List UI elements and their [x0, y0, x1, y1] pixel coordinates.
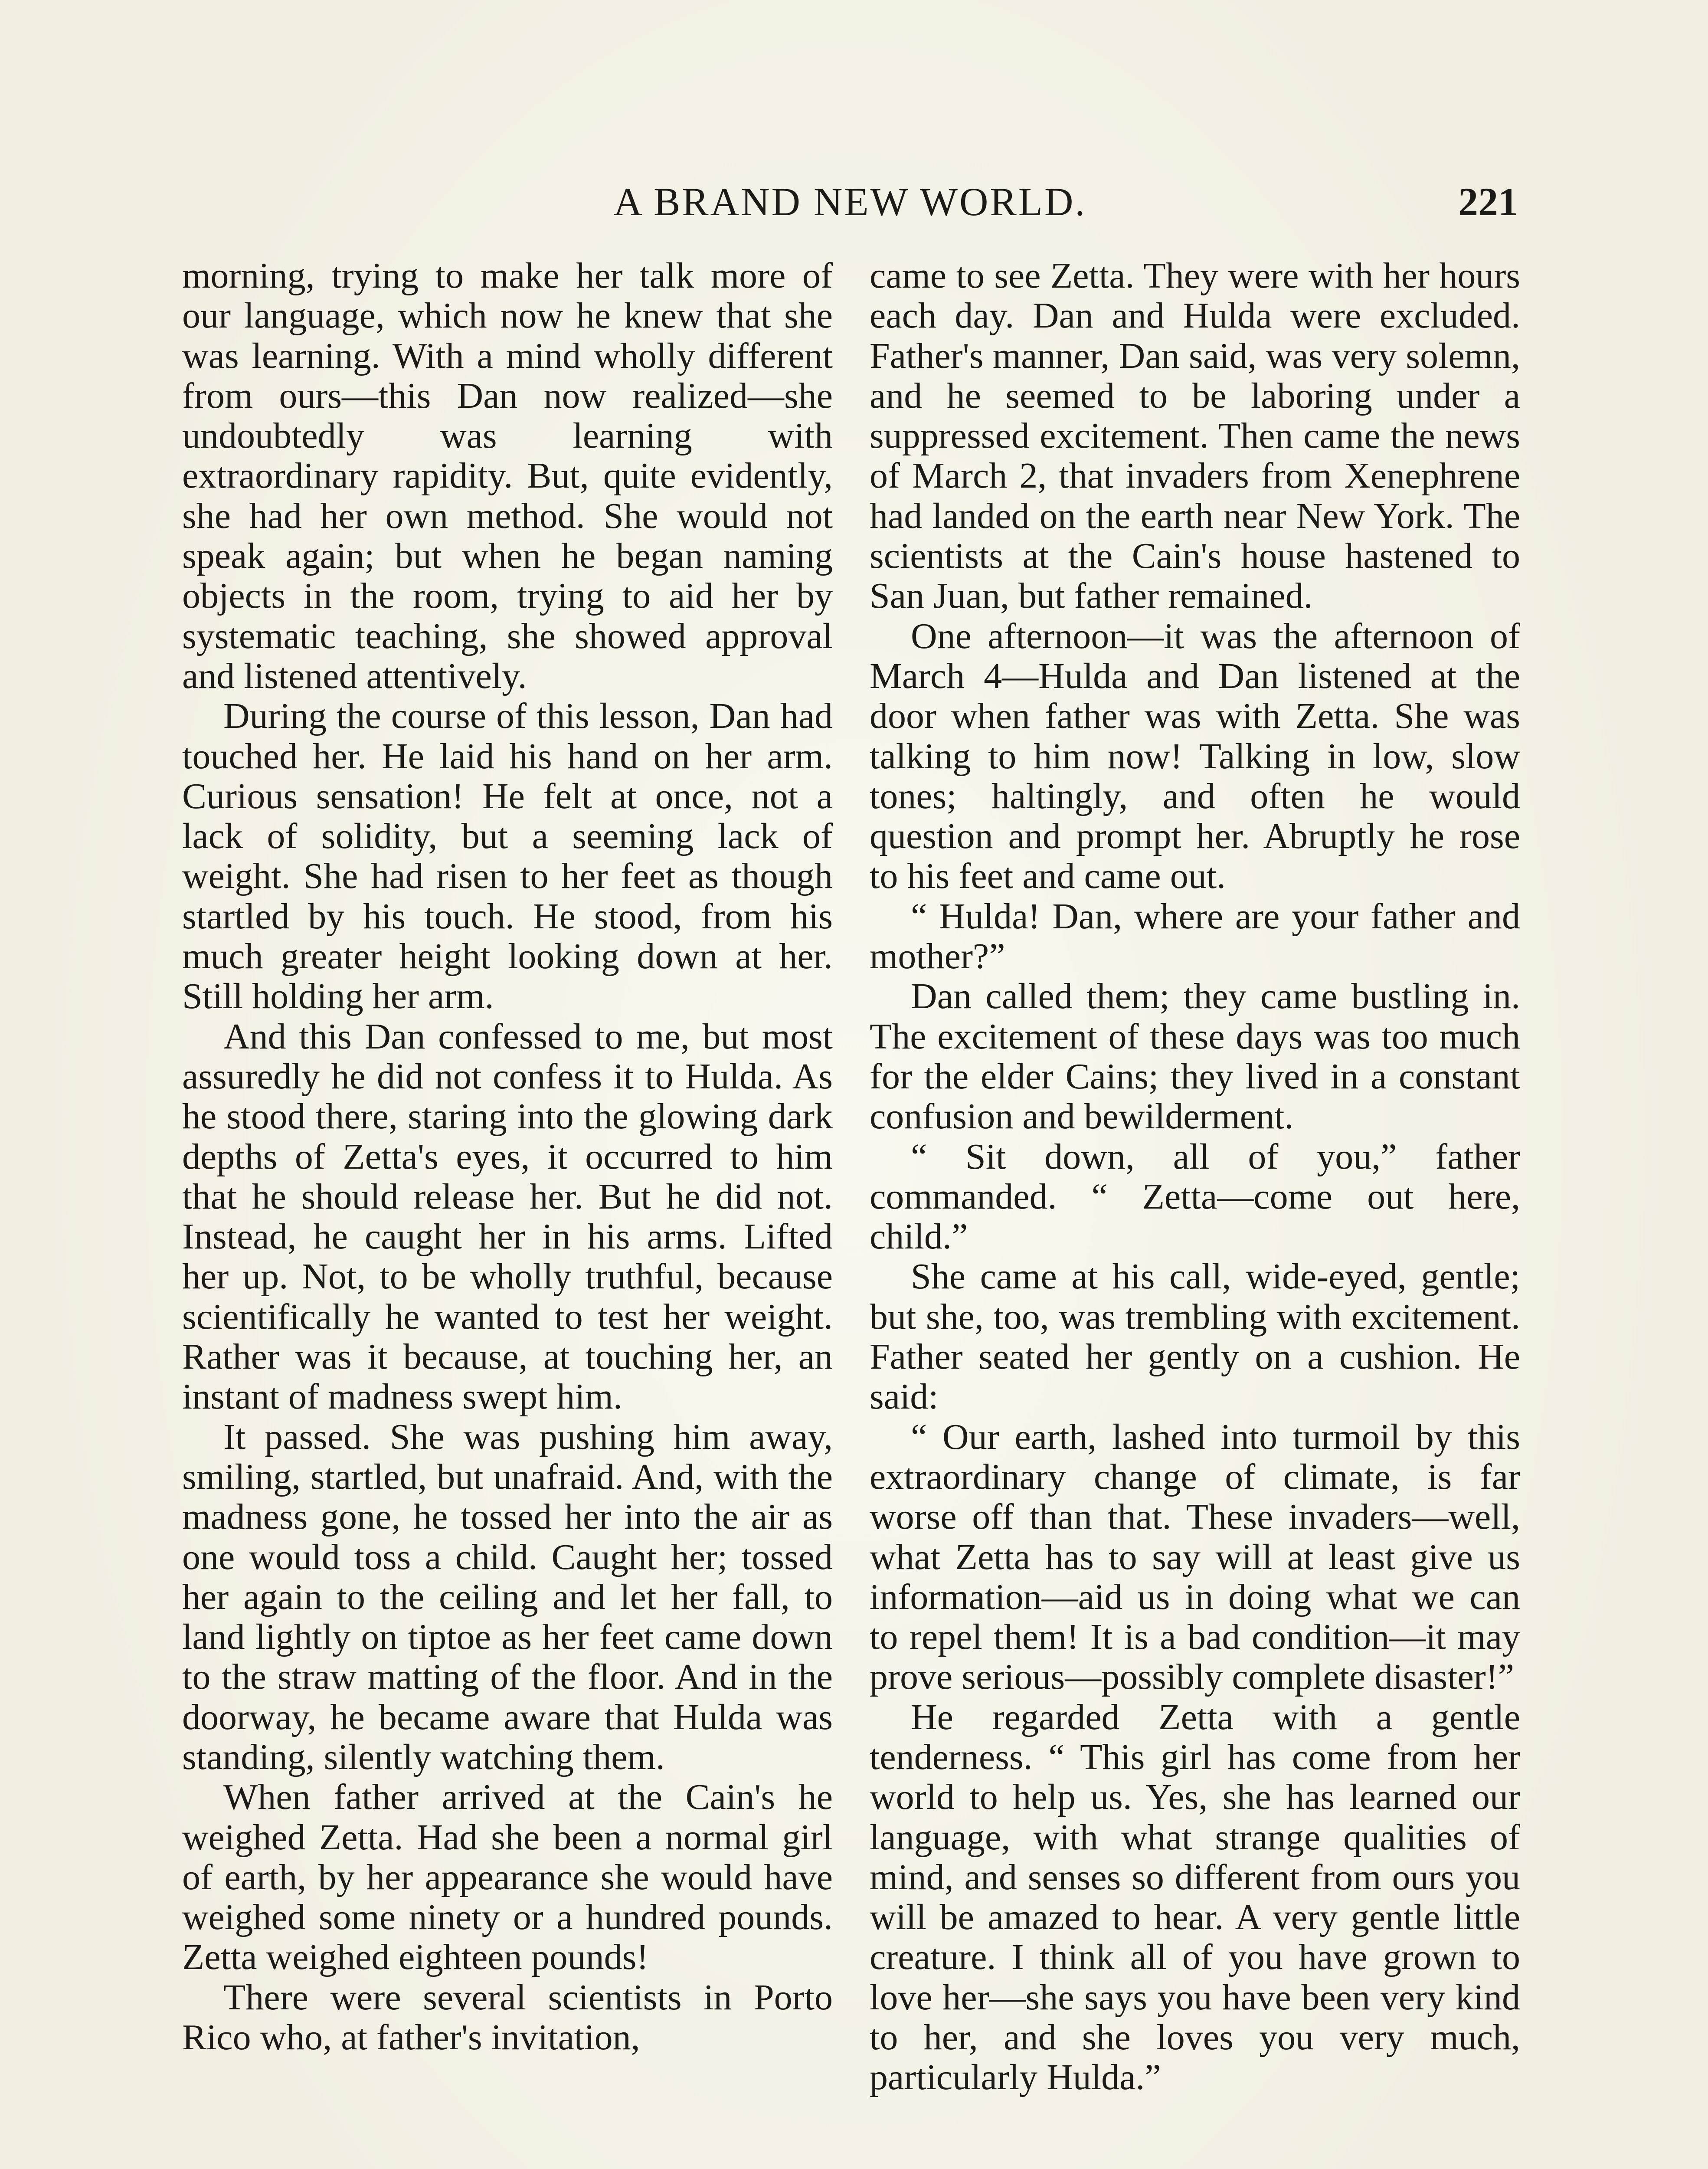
paragraph: There were several scientists in Porto Rico who, at father's invitation,: [182, 1977, 833, 2058]
paragraph: “ Sit down, all of you,” father commanded. “ Zetta—come out here, child.”: [870, 1136, 1520, 1257]
page-number: 221: [1458, 180, 1518, 224]
right-column: [870, 256, 1520, 2098]
paragraph: One afternoon—it was the afternoon of March 4—Hulda and Dan listened at the door when father was with Zetta. She was talking to him now! Talking in low, slow tones; haltingly, and often he would question and prompt her. Abruptly he rose to his feet and came out.: [870, 616, 1520, 897]
paragraph: When father arrived at the Cain's he weighed Zetta. Had she been a normal girl of earth, by her appearance she would have weighed some ninety or a hundred pounds. Zetta weighed eighteen pounds!: [182, 1777, 833, 1978]
paragraph: She came at his call, wide-eyed, gentle; but she, too, was trembling with excitement. Father seated her gently on a cushion. He said:: [870, 1256, 1520, 1417]
paragraph: During the course of this lesson, Dan had touched her. He laid his hand on her arm. Curious sensation! He felt at once, not a lack of solidity, but a seeming lack of weight. She had risen to her feet as though startled by his touch. He stood, from his much greater height looking down at her. Still holding her arm.: [182, 696, 833, 1017]
paragraph: It passed. She was pushing him away, smiling, startled, but unafraid. And, with the madness gone, he tossed her into the air as one would toss a child. Caught her; tossed her again to the ceiling and let her fall, to land lightly on tiptoe as her feet came down to the straw matting of the floor. And in the doorway, he became aware that Hulda was standing, silently watching them.: [182, 1416, 833, 1777]
paragraph: He regarded Zetta with a gentle tenderness. “ This girl has come from her world to help us. Yes, she has learned our language, with what strange qualities of mind, and senses so different from ours you will be amazed to hear. A very gentle little creature. I think all of you have grown to love her—she says you have been very kind to her, and she loves you very much, particularly Hulda.”: [870, 1697, 1520, 2098]
paragraph: came to see Zetta. They were with her hours each day. Dan and Hulda were excluded. Father's manner, Dan said, was very solemn, and he seemed to be laboring under a suppressed excitement. Then came the news of March 2, that invaders from Xenephrene had landed on the earth near New York. The scientists at the Cain's house hastened to San Juan, but father remained.: [870, 256, 1520, 616]
paragraph: And this Dan confessed to me, but most assuredly he did not confess it to Hulda. As he stood there, staring into the glowing dark depths of Zetta's eyes, it occurred to him that he should release her. But he did not. Instead, he caught her in his arms. Lifted her up. Not, to be wholly truthful, because scientifically he wanted to test her weight. Rather was it because, at touching her, an instant of madness swept him.: [182, 1016, 833, 1417]
paragraph: “ Our earth, lashed into turmoil by this extraordinary change of climate, is far worse off than that. These invaders—well, what Zetta has to say will at least give us information—aid us in doing what we can to repel them! It is a bad condition—it may prove serious—possibly complete disaster!”: [870, 1416, 1520, 1697]
running-title: A BRAND NEW WORLD.: [613, 180, 1087, 224]
paragraph: Dan called them; they came bustling in. The excitement of these days was too much for the elder Cains; they lived in a constant confusion and bewilderment.: [870, 976, 1520, 1137]
left-column: [182, 256, 833, 2058]
page-header: [182, 174, 1518, 230]
paragraph: “ Hulda! Dan, where are your father and mother?”: [870, 896, 1520, 977]
paragraph: morning, trying to make her talk more of our language, which now he knew that she was learning. With a mind wholly different from ours—this Dan now realized—she undoubtedly was learning with extraordinary rapidity. But, quite evidently, she had her own method. She would not speak again; but when he began naming objects in the room, trying to aid her by systematic teaching, she showed approval and listened attentively.: [182, 256, 833, 696]
